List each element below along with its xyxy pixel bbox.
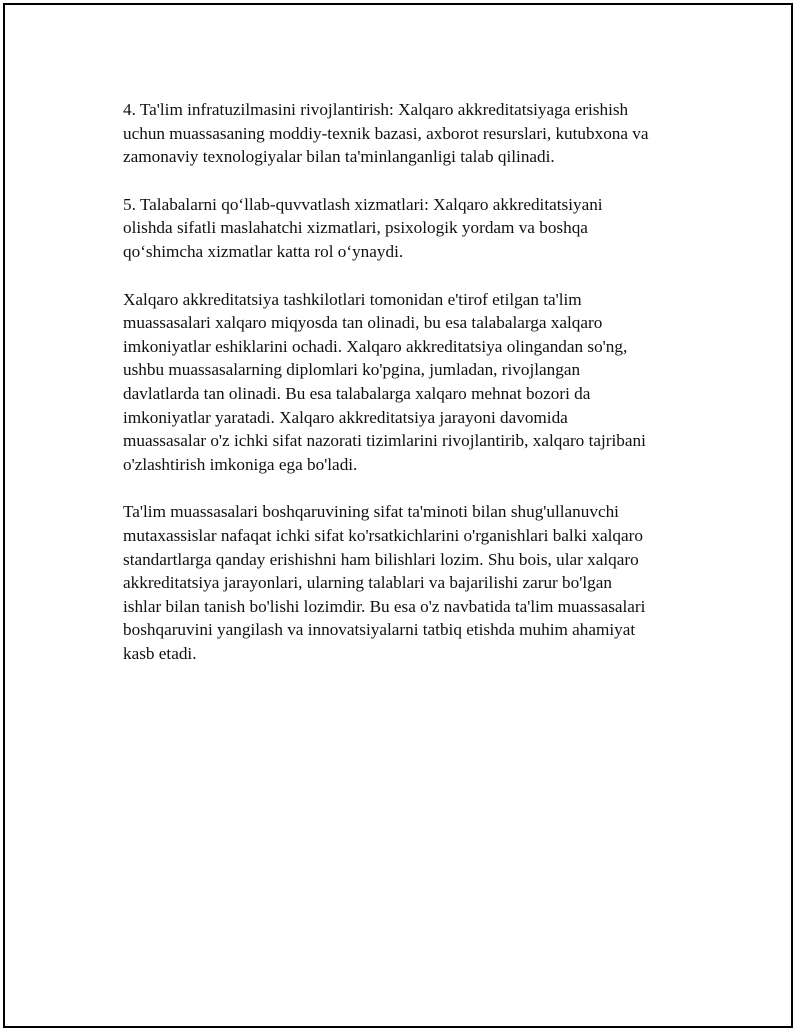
document-body — [123, 98, 693, 689]
paragraph-infrastructure: 4. Ta'lim infratuzilmasini rivojlantirish: Xalqaro akkreditatsiyaga erishish uchun muassasaning moddiy-texnik bazasi, axborot resurslari, kutubxona va zamonaviy texnologiyalar bilan ta'minlanganligi talab qilinadi. — [123, 100, 649, 167]
paragraph-quality-management: Ta'lim muassasalari boshqaruvining sifat ta'minoti bilan shug'ullanuvchi mutaxassislar nafaqat ichki sifat ko'rsatkichlarini o'rganishlari balki xalqaro standartlarga qanday erishishni ham bilishlari lozim. Shu bois, ular xalqaro akkreditatsiya jarayonlari, ularning talablari va bajarilishi zarur bo'lgan ishlar bilan tanish bo'lishi lozimdir. Bu esa o'z navbatida ta'lim muassasalari boshqaruvini yangilash va innovatsiyalarni tatbiq etishda muhim ahamiyat kasb etadi. — [123, 502, 646, 663]
page-frame — [3, 3, 793, 1028]
paragraph-student-support: 5. Talabalarni qo‘llab-quvvatlash xizmatlari: Xalqaro akkreditatsiyani olishda sifatli maslahatchi xizmatlari, psixologik yordam va boshqa qo‘shimcha xizmatlar katta rol o‘ynaydi. — [123, 194, 603, 261]
paragraph-recognition: Xalqaro akkreditatsiya tashkilotlari tomonidan e'tirof etilgan ta'lim muassasalari xalqaro miqyosda tan olinadi, bu esa talabalarga xalqaro imkoniyatlar eshiklarini ochadi. Xalqaro akkreditatsiya olingandan so'ng, ushbu muassasalarning diplomlari ko'pgina, jumladan, rivojlangan davlatlarda tan olinadi. Bu esa talabalarga xalqaro mehnat bozori da imkoniyatlar yaratadi. Xalqaro akkreditatsiya jarayoni davomida muassasalar o'z ichki sifat nazorati tizimlarini rivojlantirib, xalqaro tajribani o'zlashtirish imkoniga ega bo'ladi. — [123, 289, 646, 474]
